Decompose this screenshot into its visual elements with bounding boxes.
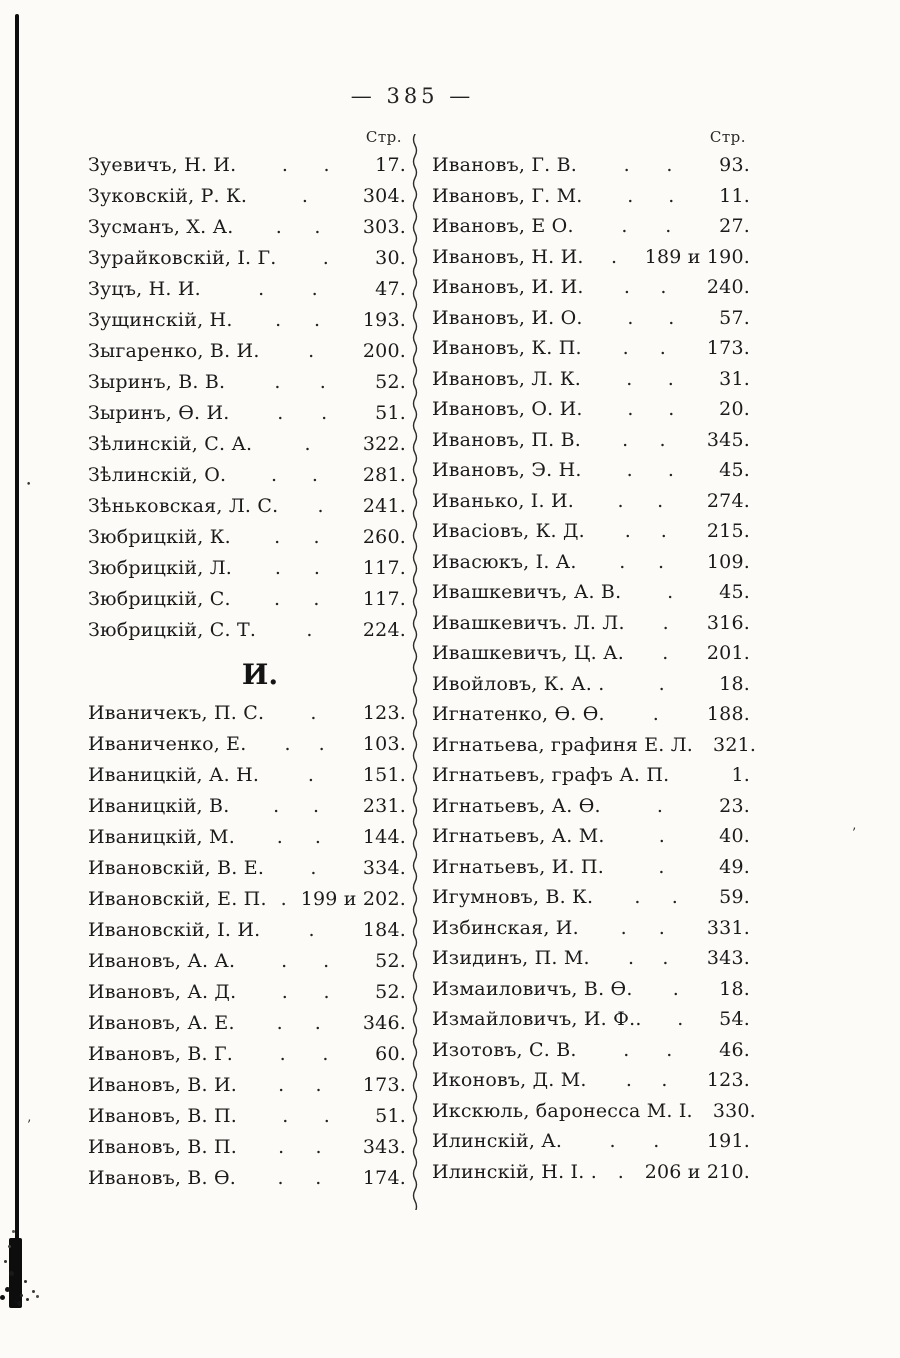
entry-name: Ивановъ, П. В. — [432, 428, 582, 451]
dot-leader: . . — [623, 1038, 673, 1061]
entry-page-number: 47. — [375, 278, 406, 300]
index-left-column — [88, 128, 406, 1198]
entry-page-number: 18. — [719, 977, 750, 1000]
index-entry-row — [88, 278, 406, 309]
index-entry-row — [88, 1105, 406, 1136]
dot-leader: . . — [622, 428, 666, 451]
entry-name: Ивановскій, I. И. — [88, 919, 261, 941]
entry-name: Ивановъ, А. Д. — [88, 981, 237, 1003]
entry-name: Изидинъ, П. М. — [432, 947, 590, 969]
entry-page-number: 304. — [362, 185, 406, 207]
index-entry-row — [432, 947, 750, 978]
dot-leader: . . — [626, 459, 675, 481]
entry-name: Игнатьевъ, графъ А. П. — [432, 764, 670, 786]
entry-page-number: 46. — [719, 1038, 750, 1061]
index-entry-row — [432, 825, 750, 856]
dot-leader: . . — [282, 1105, 330, 1127]
index-entry-row — [432, 215, 750, 246]
index-entry-row — [88, 888, 406, 919]
entry-page-number: 334. — [362, 857, 406, 879]
index-entry-row — [432, 795, 750, 826]
entry-name: Игнатьевъ, И. П. — [432, 855, 604, 878]
dot-leader: . . — [619, 550, 665, 573]
entry-page-number: 260. — [362, 526, 406, 548]
dot-leader: . — [310, 702, 317, 724]
dot-leader: . — [611, 245, 618, 268]
dot-leader: . . — [275, 309, 321, 331]
entry-name: Ивасіовъ, К. Д. — [432, 520, 585, 542]
entry-name: Икскюль, баронесса М. I. — [432, 1099, 693, 1122]
entry-page-number: 60. — [375, 1043, 406, 1065]
entry-page-number: 27. — [719, 215, 750, 237]
dot-leader: . — [662, 642, 669, 664]
dot-leader: . — [317, 495, 324, 517]
entry-page-number: 316. — [706, 611, 750, 634]
entry-name: Зыгаренко, В. И. — [88, 340, 260, 362]
entry-name: Ивановскій, В. Е. — [88, 857, 265, 879]
entry-page-number: 57. — [719, 306, 750, 329]
index-entry-row — [88, 857, 406, 888]
scan-speckles — [14, 1300, 17, 1303]
entry-page-number: 200. — [362, 340, 406, 362]
index-entry-row — [88, 464, 406, 495]
entry-page-number: 1. — [731, 764, 750, 786]
index-entry-row — [432, 978, 750, 1009]
entry-page-number: 331. — [706, 916, 750, 939]
entry-page-number: 52. — [375, 950, 406, 972]
index-entry-row — [432, 459, 750, 490]
dot-leader: . — [677, 1008, 684, 1030]
entry-page-number: 224. — [362, 619, 406, 641]
scan-speckle: ’ — [27, 1118, 32, 1133]
index-entry-row — [432, 733, 757, 765]
dot-leader: . — [656, 794, 664, 817]
entry-page-number: 173. — [362, 1074, 406, 1096]
entry-name: Иваницкій, В. — [88, 795, 230, 817]
index-entry-row — [88, 826, 406, 857]
entry-name: Ивановъ, Л. К. — [432, 367, 582, 390]
entry-name: Зѣлинскій, С. А. — [88, 433, 253, 455]
entry-name: Измаиловичъ, В. Ѳ. — [432, 977, 633, 1000]
entry-name: Ивановъ, В. П. — [88, 1136, 238, 1158]
entry-name: Зущинскій, Н. — [88, 309, 233, 331]
index-entry-row — [432, 703, 750, 734]
index-entry-row — [88, 154, 406, 185]
index-entry-row — [88, 588, 406, 619]
entry-name: Игнатьевъ, А. М. — [432, 825, 605, 847]
entry-page-number: 31. — [719, 367, 750, 390]
index-entry-row — [88, 1012, 406, 1043]
index-entry-row — [432, 398, 750, 429]
scan-speckle: ’ — [852, 826, 857, 841]
index-entry-row — [432, 307, 750, 338]
entry-page-number: 231. — [362, 795, 406, 817]
entry-name: Ивойловъ, К. А. . — [432, 672, 605, 695]
left-column-page-label: Стр. — [365, 128, 402, 146]
dot-leader: . . — [258, 278, 318, 300]
dot-leader: . . — [278, 1074, 322, 1096]
entry-name: Ивасюкъ, I. А. — [432, 550, 577, 573]
entry-name: Ивановъ, В. Ѳ. — [88, 1167, 237, 1189]
entry-page-number: 144. — [362, 826, 406, 848]
index-entry-row — [432, 490, 750, 521]
dot-leader: . — [304, 433, 311, 455]
entry-page-number: 322. — [362, 433, 406, 455]
entry-name: Игнатьева, графиня Е. Л. — [432, 733, 694, 756]
entry-page-number: 193. — [362, 309, 406, 331]
dot-leader: . — [658, 672, 665, 695]
dot-leader: . . — [284, 733, 325, 755]
index-entry-row — [88, 702, 406, 733]
index-entry-row — [88, 1167, 406, 1198]
entry-page-number: 345. — [706, 428, 750, 451]
entry-page-number: 51. — [375, 1105, 406, 1127]
dot-leader: . — [280, 888, 287, 910]
entry-name: Измайловичъ, И. Ф.. — [432, 1008, 642, 1030]
entry-name: Зюбрицкій, Л. — [88, 557, 233, 579]
entry-page-number: 343. — [362, 1136, 406, 1158]
dot-leader: . . — [274, 371, 327, 393]
dot-leader: . — [307, 764, 315, 786]
entry-name: Ивановъ, В. И. — [88, 1074, 238, 1096]
entry-name: Ивановскій, Е. П. — [88, 888, 267, 910]
dot-leader: . . — [621, 215, 672, 237]
index-entry-row — [432, 1161, 750, 1192]
entry-page-number: 189 и 190. — [644, 245, 750, 268]
dot-leader: . . — [275, 216, 321, 238]
entry-name: Иваницкій, А. Н. — [88, 764, 260, 786]
index-entry-row — [432, 1069, 750, 1100]
dot-leader: . . — [625, 1069, 668, 1091]
entry-page-number: 51. — [375, 402, 406, 424]
left-column-entries — [88, 154, 406, 1198]
entry-name: Ивановъ, Е О. — [432, 215, 574, 237]
entry-page-number: 45. — [719, 459, 750, 481]
index-entry-row — [88, 1043, 406, 1074]
dot-leader: . . — [627, 184, 675, 207]
entry-page-number: 184. — [362, 919, 406, 941]
entry-name: Зуковскій, Р. К. — [88, 185, 248, 207]
entry-name: Зурайковскій, I. Г. — [88, 247, 277, 269]
dot-leader: . — [672, 977, 679, 1000]
dot-leader: . . — [277, 402, 328, 424]
entry-page-number: 201. — [706, 642, 750, 664]
scan-speckle: • — [26, 480, 32, 490]
index-entry-row — [432, 581, 750, 612]
entry-page-number: 117. — [362, 557, 406, 579]
index-entry-row — [432, 1039, 750, 1070]
index-entry-row — [88, 1074, 406, 1105]
entry-page-number: 303. — [362, 216, 406, 238]
index-entry-row — [88, 1136, 406, 1167]
dot-leader: . . — [277, 1167, 322, 1189]
index-entry-row — [88, 309, 406, 340]
index-entry-row — [88, 919, 406, 950]
index-entry-row — [88, 371, 406, 402]
page-number-header: — 385 — — [350, 84, 475, 108]
entry-name: Зюбрицкій, К. — [88, 526, 231, 548]
dot-leader: . — [617, 1160, 624, 1183]
entry-name: Зуевичъ, Н. И. — [88, 154, 237, 176]
index-entry-row — [88, 433, 406, 464]
index-entry-row — [88, 495, 406, 526]
dot-leader: . — [306, 619, 313, 641]
entry-name: Ивановъ, Г. В. — [432, 154, 578, 176]
entry-page-number: 174. — [362, 1167, 406, 1189]
dot-leader: . — [652, 703, 659, 725]
index-entry-row — [88, 733, 406, 764]
entry-page-number: 54. — [719, 1008, 750, 1030]
entry-page-number: 346. — [362, 1012, 406, 1034]
index-entry-row — [88, 185, 406, 216]
index-entry-row — [432, 642, 750, 673]
entry-name: Избинская, И. — [432, 916, 579, 939]
index-right-column — [432, 128, 757, 1191]
entry-name: Ивановъ, О. И. — [432, 398, 583, 420]
entry-page-number: 123. — [362, 702, 406, 724]
entry-page-number: 343. — [706, 947, 750, 969]
index-entry-row — [432, 1130, 750, 1161]
entry-page-number: 191. — [706, 1130, 750, 1152]
index-entry-row — [432, 551, 750, 582]
dot-leader: . — [667, 581, 674, 603]
entry-page-number: 103. — [362, 733, 406, 755]
entry-name: Игнатьевъ, А. Ѳ. — [432, 794, 601, 817]
entry-name: Ивановъ, В. Г. — [88, 1043, 234, 1065]
dot-leader: . — [301, 185, 309, 207]
entry-page-number: 321. — [713, 733, 757, 756]
index-entry-row — [432, 764, 750, 795]
entry-name: Зуцъ, Н. И. — [88, 278, 201, 300]
section-title: И. — [241, 658, 279, 691]
dot-leader: . — [662, 611, 669, 634]
entry-name: Ивановъ, В. П. — [88, 1105, 238, 1127]
entry-name: Ивановъ, И. И. — [432, 276, 584, 298]
dot-leader: . . — [609, 1130, 660, 1152]
entry-page-number: 11. — [719, 184, 750, 207]
index-entry-row — [88, 950, 406, 981]
entry-page-number: 199 и 202. — [300, 888, 406, 910]
index-entry-row — [432, 246, 750, 277]
dot-leader: . . — [281, 981, 330, 1003]
index-entry-row — [432, 673, 750, 704]
index-entry-row — [432, 429, 750, 460]
dot-leader: . . — [634, 886, 679, 908]
dot-leader: . . — [627, 306, 675, 329]
dot-leader: . . — [626, 367, 674, 390]
dot-leader: . . — [274, 557, 321, 579]
dot-leader: . — [658, 855, 665, 878]
entry-page-number: 206 и 210. — [644, 1160, 750, 1183]
entry-page-number: 188. — [706, 703, 750, 725]
entry-page-number: 23. — [719, 794, 750, 817]
entry-name: Иваниченко, Е. — [88, 733, 247, 755]
entry-name: Зѣлинскій, О. — [88, 464, 227, 486]
entry-name: Иконовъ, Д. М. — [432, 1069, 587, 1091]
dot-leader: . — [308, 340, 315, 362]
dot-leader: . . — [279, 1043, 329, 1065]
entry-page-number: 93. — [719, 154, 750, 176]
index-entry-row — [88, 247, 406, 278]
entry-name: Иваничекъ, П. С. — [88, 702, 265, 724]
index-entry-row — [432, 337, 750, 368]
entry-name: Игумновъ, В. К. — [432, 886, 594, 908]
index-entry-row — [88, 526, 406, 557]
entry-page-number: 59. — [719, 886, 750, 908]
dot-leader: . . — [622, 337, 667, 359]
entry-page-number: 117. — [362, 588, 406, 610]
entry-page-number: 281. — [362, 464, 406, 486]
entry-page-number: 274. — [706, 489, 750, 512]
entry-name: Зѣньковская, Л. С. — [88, 495, 279, 517]
dot-leader: . — [310, 857, 317, 879]
index-entry-row — [88, 764, 406, 795]
entry-name: Зыринъ, Ѳ. И. — [88, 402, 230, 424]
index-entry-row — [432, 886, 750, 917]
dot-leader: . . — [270, 464, 319, 486]
dot-leader: . . — [276, 826, 322, 848]
index-entry-row — [432, 368, 750, 399]
dot-leader: . . — [627, 947, 669, 969]
entry-page-number: 52. — [375, 981, 406, 1003]
right-column-entries — [432, 154, 757, 1191]
index-entry-row — [88, 216, 406, 247]
entry-page-number: 18. — [719, 672, 750, 695]
index-entry-row — [432, 1099, 756, 1131]
dot-leader: . — [308, 919, 315, 941]
entry-page-number: 173. — [706, 337, 750, 359]
entry-name: Ивановъ, И. О. — [432, 306, 583, 329]
entry-name: Иваницкій, М. — [88, 826, 235, 848]
index-entry-row — [88, 402, 406, 433]
index-entry-row — [432, 520, 750, 551]
entry-page-number: 240. — [706, 276, 750, 298]
entry-page-number: 330. — [712, 1099, 756, 1122]
entry-name: Ивановъ, А. А. — [88, 950, 236, 972]
entry-name: Ивановъ, Н. И. — [432, 245, 584, 268]
entry-page-number: 40. — [719, 825, 750, 847]
page-binding-smudge — [9, 1238, 22, 1308]
index-entry-row — [88, 557, 406, 588]
page-binding-line — [15, 14, 19, 1244]
dot-leader: . — [658, 825, 666, 847]
index-entry-row — [432, 917, 750, 948]
entry-page-number: 215. — [706, 520, 750, 542]
column-divider-squiggle — [408, 134, 422, 1210]
entry-name: Ивановъ, Э. Н. — [432, 459, 582, 481]
entry-name: Ивановъ, А. Е. — [88, 1012, 235, 1034]
entry-name: Иванько, I. И. — [432, 489, 574, 512]
entry-page-number: 17. — [375, 154, 406, 176]
entry-name: Зусманъ, Х. А. — [88, 216, 234, 238]
entry-page-number: 241. — [362, 495, 406, 517]
index-entry-row — [432, 276, 750, 307]
entry-name: Зюбрицкій, С. — [88, 588, 231, 610]
entry-name: Илинскій, А. — [432, 1130, 563, 1152]
dot-leader: . . — [627, 398, 675, 420]
index-entry-row — [88, 619, 406, 650]
entry-name: Ивашкевичъ, А. В. — [432, 581, 622, 603]
dot-leader: . . — [624, 520, 668, 542]
index-entry-row — [88, 795, 406, 826]
dot-leader: . . — [274, 526, 320, 548]
dot-leader: . . — [273, 588, 320, 610]
dot-leader: . . — [273, 795, 320, 817]
entry-page-number: 151. — [362, 764, 406, 786]
index-entry-row — [88, 340, 406, 371]
entry-page-number: 123. — [706, 1069, 750, 1091]
entry-page-number: 45. — [719, 581, 750, 603]
entry-name: Игнатенко, Ѳ. Ѳ. — [432, 703, 605, 725]
dot-leader: . . — [620, 916, 666, 939]
entry-name: Зюбрицкій, С. Т. — [88, 619, 257, 641]
index-entry-row — [432, 154, 750, 185]
entry-page-number: 109. — [706, 550, 750, 573]
entry-name: Зыринъ, В. В. — [88, 371, 226, 393]
entry-name: Ивашкевичъ, Ц. А. — [432, 642, 624, 664]
index-entry-row — [432, 612, 750, 643]
dot-leader: . . — [623, 276, 667, 298]
entry-page-number: 30. — [375, 247, 406, 269]
entry-name: Ивановъ, К. П. — [432, 337, 582, 359]
index-entry-row — [432, 185, 750, 216]
right-column-page-label: Стр. — [709, 128, 746, 146]
entry-name: Ивановъ, Г. М. — [432, 184, 583, 207]
dot-leader: . . — [276, 1012, 321, 1034]
index-entry-row — [432, 856, 750, 887]
dot-leader: . . — [623, 154, 673, 176]
dot-leader: . — [322, 247, 329, 269]
index-entry-row — [432, 1008, 750, 1039]
entry-name: Ивашкевичъ. Л. Л. — [432, 611, 625, 634]
dot-leader: . . — [281, 950, 330, 972]
dot-leader: . . — [278, 1136, 322, 1158]
dot-leader: . . — [617, 489, 664, 512]
entry-page-number: 20. — [719, 398, 750, 420]
entry-name: Изотовъ, С. В. — [432, 1038, 577, 1061]
entry-name: Илинскій, Н. I. . — [432, 1160, 597, 1183]
dot-leader: . . — [281, 154, 330, 176]
entry-page-number: 49. — [719, 855, 750, 878]
entry-page-number: 52. — [375, 371, 406, 393]
index-entry-row — [88, 981, 406, 1012]
